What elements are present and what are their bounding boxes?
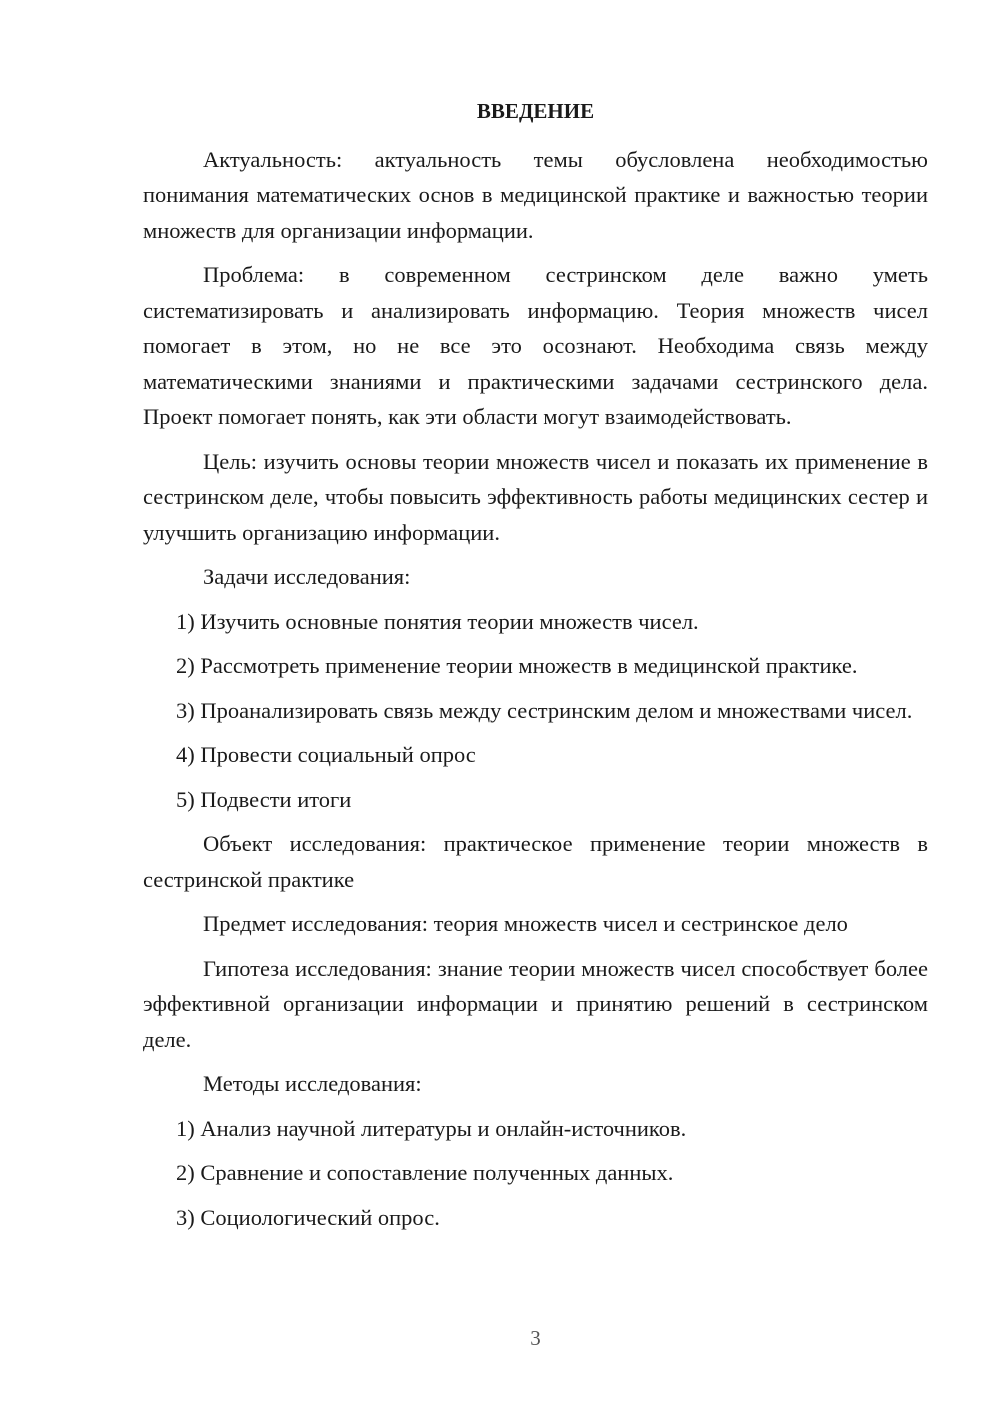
task-item: 5) Подвести итоги — [176, 786, 352, 812]
task-item: 3) Проанализировать связь между сестринским делом и множествами чисел. — [176, 697, 913, 723]
page-number: 3 — [530, 1326, 541, 1350]
task-item: 1) Изучить основные понятия теории множеств чисел. — [176, 608, 699, 634]
method-item: 2) Сравнение и сопоставление полученных данных. — [176, 1160, 674, 1185]
page-content — [143, 94, 928, 1244]
methods-heading: Методы исследования: — [203, 1071, 422, 1096]
object-paragraph: Объект исследования: практическое применение теории множеств в сестринской практике — [143, 831, 928, 892]
task-item: 2) Рассмотреть применение теории множеств в медицинской практике. — [176, 653, 858, 678]
relevance-paragraph: Актуальность: актуальность темы обусловлена необходимостью понимания математических основ в медицинской практике и важностью теории множеств для организации информации. — [143, 146, 928, 243]
method-item: 1) Анализ научной литературы и онлайн-источников. — [176, 1115, 687, 1141]
tasks-heading: Задачи исследования: — [203, 564, 411, 589]
task-item: 4) Провести социальный опрос — [176, 742, 476, 767]
method-item: 3) Социологический опрос. — [176, 1204, 440, 1230]
hypothesis-paragraph: Гипотеза исследования: знание теории множеств чисел способствует более эффективной организации информации и принятию решений в сестринском деле. — [143, 955, 928, 1052]
subject-paragraph: Предмет исследования: теория множеств чисел и сестринское дело — [203, 911, 848, 936]
section-title: ВВЕДЕНИЕ — [476, 99, 595, 123]
goal-paragraph: Цель: изучить основы теории множеств чисел и показать их применение в сестринском деле, чтобы повысить эффективность работы медицинских сестер и улучшить организацию информации. — [143, 448, 928, 545]
problem-paragraph: Проблема: в современном сестринском деле важно уметь систематизировать и анализировать информацию. Теория множеств чисел помогает в этом, но не все это осознают. Необходима связь между математическими знаниями и практическими задачами сестринского дела. Проект помогает понять, как эти области могут взаимодействовать. — [143, 262, 928, 429]
